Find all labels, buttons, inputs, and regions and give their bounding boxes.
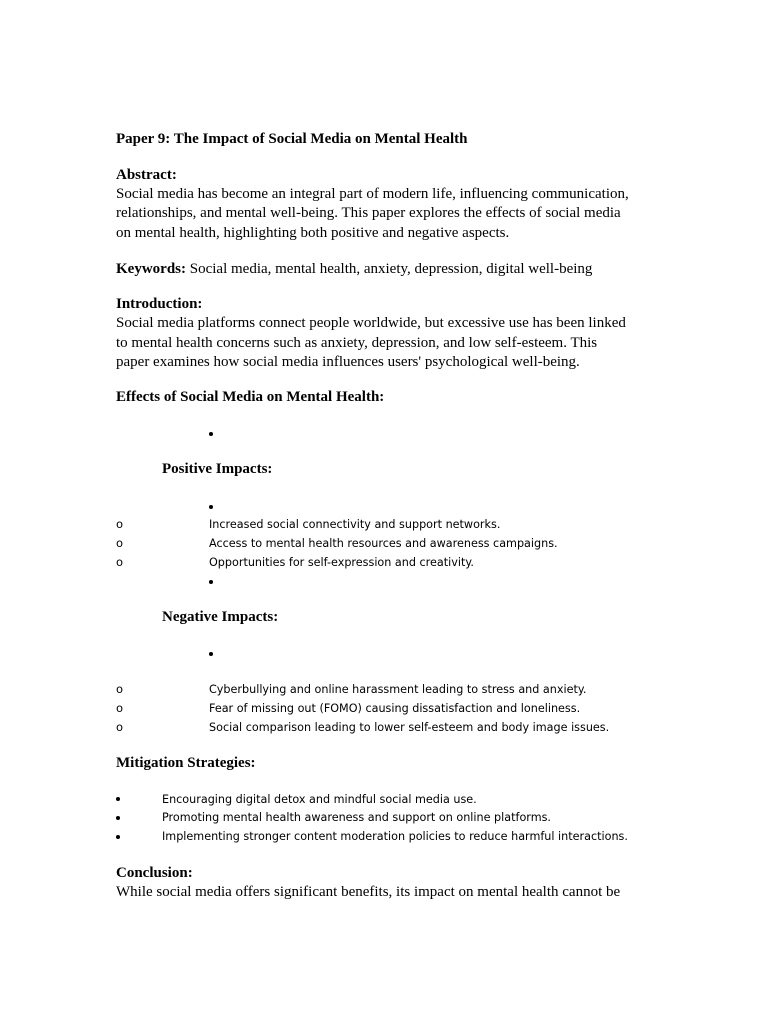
abstract-heading: Abstract: <box>116 167 177 183</box>
list-item-text: Increased social connectivity and support networks. <box>209 518 501 531</box>
conclusion-heading: Conclusion: <box>116 865 193 881</box>
empty-bullet-icon <box>209 652 213 656</box>
empty-bullet-icon <box>209 432 213 436</box>
keywords-text: Social media, mental health, anxiety, depression, digital well-being <box>189 260 593 277</box>
list-item-text: Implementing stronger content moderation policies to reduce harmful interactions. <box>162 830 628 843</box>
list-item-text: Cyberbullying and online harassment leading to stress and anxiety. <box>209 683 587 696</box>
circle-bullet-icon: o <box>116 682 124 696</box>
abstract-line: Social media has become an integral part of modern life, influencing communication, <box>116 186 629 202</box>
abstract-line: relationships, and mental well-being. This paper explores the effects of social media <box>116 205 621 222</box>
introduction-line: Social media platforms connect people worldwide, but excessive use has been linked <box>116 315 626 332</box>
introduction-line: to mental health concerns such as anxiety, depression, and low self-esteem. This <box>116 334 598 351</box>
paper-title: Paper 9: The Impact of Social Media on Mental Health <box>116 131 468 147</box>
bullet-icon <box>116 797 120 801</box>
circle-bullet-icon: o <box>116 701 124 715</box>
circle-bullet-icon: o <box>116 720 124 734</box>
mitigation-heading: Mitigation Strategies: <box>116 755 256 771</box>
conclusion-line: While social media offers significant benefits, its impact on mental health cannot be <box>116 884 621 901</box>
abstract-line: on mental health, highlighting both positive and negative aspects. <box>116 224 510 241</box>
introduction-heading: Introduction: <box>116 296 203 312</box>
list-item-text: Access to mental health resources and awareness campaigns. <box>209 537 558 550</box>
circle-bullet-icon: o <box>116 517 124 531</box>
negative-impacts-heading: Negative Impacts: <box>162 609 279 625</box>
list-item-text: Fear of missing out (FOMO) causing dissatisfaction and loneliness. <box>209 702 581 715</box>
list-item-text: Social comparison leading to lower self-esteem and body image issues. <box>209 721 610 734</box>
list-item-text: Promoting mental health awareness and support on online platforms. <box>162 811 551 824</box>
bullet-icon <box>116 816 120 820</box>
bullet-icon <box>116 835 120 839</box>
empty-bullet-icon <box>209 505 213 509</box>
empty-bullet-icon <box>209 580 213 584</box>
list-item-text: Encouraging digital detox and mindful social media use. <box>162 793 477 806</box>
keywords-label: Keywords: <box>116 260 186 277</box>
list-item-text: Opportunities for self-expression and creativity. <box>209 556 474 569</box>
keywords-line <box>116 260 592 279</box>
positive-impacts-heading: Positive Impacts: <box>162 461 273 477</box>
introduction-line: paper examines how social media influences users' psychological well-being. <box>116 354 580 371</box>
circle-bullet-icon: o <box>116 536 124 550</box>
effects-heading: Effects of Social Media on Mental Health: <box>116 389 385 405</box>
circle-bullet-icon: o <box>116 555 124 569</box>
